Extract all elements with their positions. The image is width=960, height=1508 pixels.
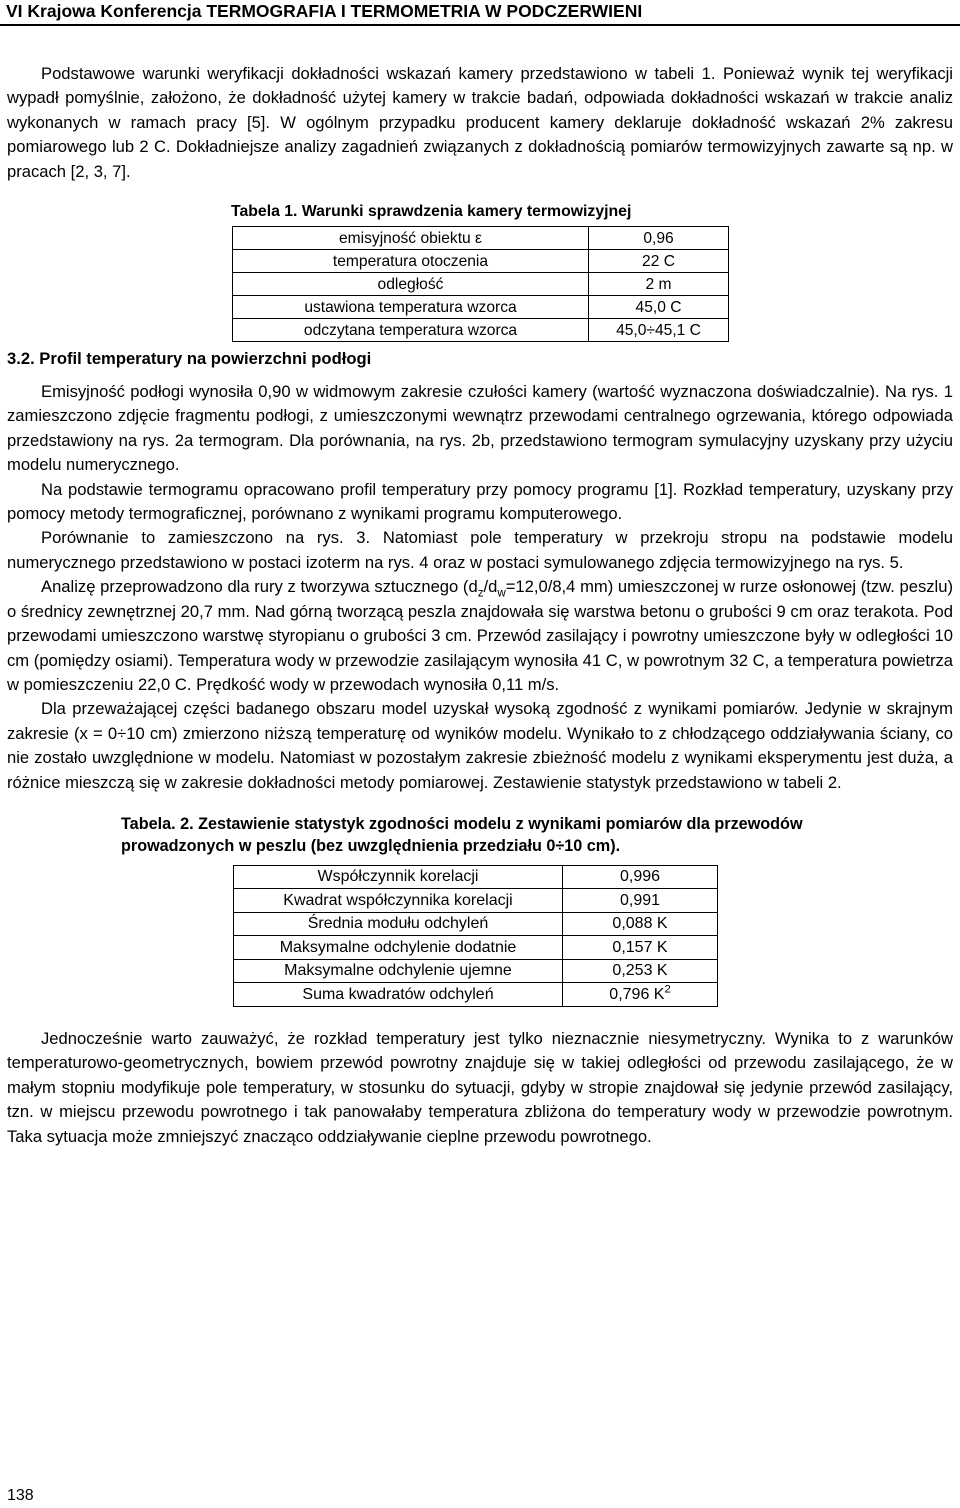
paragraph-profile: Na podstawie termogramu opracowano profil temperatury przy pomocy programu [1]. Rozkład temperatury, uzyskany przy pomocy metody termograficznej, porównano z wynikami programu komputerowego.	[7, 479, 953, 524]
table-row	[234, 983, 718, 1007]
page-number: 138	[7, 1487, 34, 1504]
paragraph-verification: Podstawowe warunki weryfikacji dokładności wskazań kamery przedstawiono w tabeli 1. Ponieważ wynik tej weryfikacji wypadł pomyślnie, założono, że dokładność użytej kamery w trakcie badań, odpowiada dokładności wskazań w trakcie analiz wykonanych w ramach pracy [5]. W ogólnym przypadku producent kamery deklaruje dokładność wskazań 2% zakresu pomiarowego lub 2 C. Dokładniejsze analizy zagadnień związanych z dokładnością pomiarów termowizyjnych zawarte są np. w pracach [2, 3, 7].	[7, 64, 953, 181]
table-cell-label: odległość	[233, 273, 589, 296]
table-cell-label: Maksymalne odchylenie ujemne	[234, 959, 563, 983]
table-cell-label: Współczynnik korelacji	[234, 865, 563, 889]
table-cell-value	[563, 983, 718, 1007]
table-cell-value	[563, 936, 718, 960]
table-row	[234, 936, 718, 960]
paragraph-analysis	[7, 575, 953, 697]
table-cell-value: 2 m	[589, 273, 729, 296]
table-cell-label: odczytana temperatura wzorca	[233, 319, 589, 342]
table-row	[233, 250, 729, 273]
table-cell-value: 22 C	[589, 250, 729, 273]
table-row	[233, 227, 729, 250]
subscript-w: w	[497, 586, 506, 600]
table-cell-label: Średnia modułu odchyleń	[234, 912, 563, 936]
value-text: 0,088 K	[612, 915, 668, 933]
table-cell-label: ustawiona temperatura wzorca	[233, 296, 589, 319]
table-row	[234, 959, 718, 983]
table-row	[234, 889, 718, 913]
page-header	[0, 0, 960, 26]
table-cell-label: Maksymalne odchylenie dodatnie	[234, 936, 563, 960]
text-fragment: /d	[483, 577, 498, 597]
table-row	[233, 319, 729, 342]
table-cell-value	[563, 912, 718, 936]
table1-caption: Tabela 1. Warunki sprawdzenia kamery termowizyjnej	[231, 203, 632, 221]
table-cell-value	[563, 889, 718, 913]
table-cell-value: 45,0 C	[589, 296, 729, 319]
paragraph-conclusion: Jednocześnie warto zauważyć, że rozkład temperatury jest tylko nieznacznie niesymetryczny. Wynika to z warunków temperaturowo-geometrycznych, bowiem przewód powrotny znajduje się w takiej odległości od przewodu zasilającego, że w małym stopniu modyfikuje pole temperatury, w stosunku do sytuacji, gdyby w stropie znajdował się jedynie przewód zasilający, tzn. w miejscu przewodu powrotnego i tak panowałaby temperatura zbliżona do temperatury wody w przewodzie powrotnym. Taka sytuacja może zmniejszyć znacząco oddziaływanie cieplne przewodu powrotnego.	[7, 1028, 953, 1146]
table-cell-value: 45,0÷45,1 C	[589, 319, 729, 342]
table-row	[234, 912, 718, 936]
paragraph-emissivity: Emisyjność podłogi wynosiła 0,90 w widmowym zakresie czułości kamery (wartość wyznaczona doświadczalnie). Na rys. 1 zamieszczono zdjęcie fragmentu podłogi, z umieszczonymi wewnątrz przewodami centralnego ogrzewania, którego odpowiada przedstawiony na rys. 2a termogram. Dla porównania, na rys. 2b, przedstawiono termogram symulacyjny uzyskany przy użyciu modelu numerycznego.	[7, 382, 953, 475]
value-text: 0,157 K	[612, 938, 668, 956]
paragraph-results: Dla przeważającej części badanego obszaru model uzyskał wysoką zgodność z wynikami pomiarów. Jedynie w skrajnym zakresie (x = 0÷10 cm) zmierzono niższą temperaturę od wyników modelu. Wynikało to z chłodzącego oddziaływania ściany, co nie zostało uwzględnione w modelu. Natomiast w pozostałym zakresie zbieżność modelu z wynikami eksperymentu jest duża, a różnice mieszczą się w zakresie dokładności metody pomiarowej. Zestawienie statystyk przedstawiono w tabeli 2.	[7, 699, 953, 792]
value-text: 0,996	[619, 868, 661, 886]
paragraph-comparison: Porównanie to zamieszczono na rys. 3. Natomiast pole temperatury w przekroju stropu na podstawie modelu numerycznego przedstawiono w postaci izoterm na rys. 4 oraz w postaci symulowanego zdjęcia termowizyjnego na rys. 5.	[7, 528, 953, 572]
text-fragment: Analizę przeprowadzono dla rury z tworzywa sztucznego (d	[41, 577, 478, 597]
table-cell-label: temperatura otoczenia	[233, 250, 589, 273]
table-cell-value	[563, 959, 718, 983]
section-heading: 3.2. Profil temperatury na powierzchni podłogi	[7, 349, 372, 369]
table-row	[234, 865, 718, 889]
camera-conditions-table	[232, 226, 729, 342]
conference-title: VI Krajowa Konferencja TERMOGRAFIA I TERMOMETRIA W PODCZERWIENI	[6, 1, 643, 21]
table-cell-label: Kwadrat współczynnika korelacji	[234, 889, 563, 913]
value-text: 0,991	[619, 891, 661, 909]
table2-caption: Tabela. 2. Zestawienie statystyk zgodności modelu z wynikami pomiarów dla przewodów prowadzonych w peszlu (bez uwzględnienia przedziału 0÷10 cm).	[121, 814, 803, 856]
value-text: 0,796 K	[609, 985, 665, 1003]
table-cell-value	[563, 865, 718, 889]
value-superscript: 2	[664, 983, 671, 996]
statistics-table	[233, 865, 718, 1007]
text-fragment: =12,0/8,4 mm) umieszczonej w rurze osłonowej (tzw. peszlu) o średnicy zewnętrznej 20,7 mm. Nad górną tworzącą peszla znajdowała się warstwa betonu o grubości 9 cm oraz terakota. Pod przewodami umieszczono warstwę styropianu o grubości 3 cm. Przewód zasilający i powrotny umieszczone były w odległości 10 cm (pomiędzy osiami). Temperatura wody w przewodzie zasilającym wynosiła 41 C, w powrotnym 32 C, a temperatura powietrza w pomieszczeniu 22,0 C. Prędkość wody w przewodach wynosiła 0,11 m/s.	[7, 577, 953, 694]
page-content	[7, 62, 953, 1149]
subscript-z: z	[477, 586, 484, 600]
table-cell-label: emisyjność obiektu ε	[233, 227, 589, 250]
table-row	[233, 273, 729, 296]
table-cell-label: Suma kwadratów odchyleń	[234, 983, 563, 1007]
value-text: 0,253 K	[612, 962, 668, 980]
table-row	[233, 296, 729, 319]
table-cell-value: 0,96	[589, 227, 729, 250]
